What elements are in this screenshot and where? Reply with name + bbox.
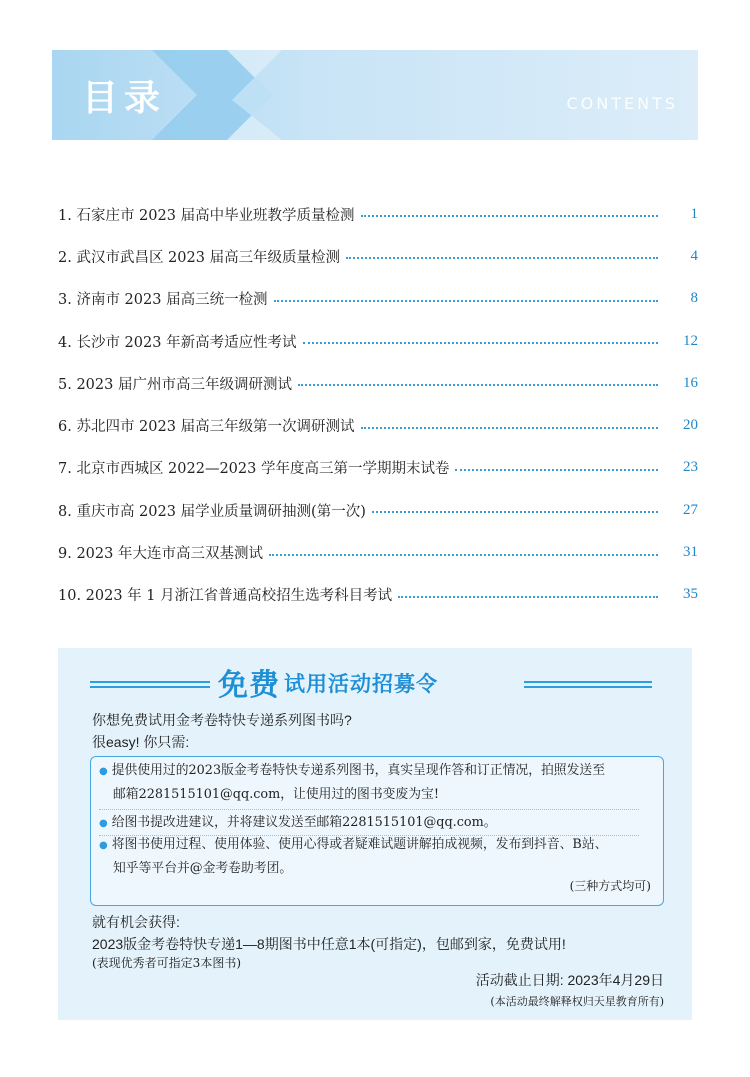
- bullet-icon: ●: [99, 766, 108, 777]
- toc-entry[interactable]: [58, 574, 698, 616]
- bullet-icon: ●: [99, 840, 108, 851]
- toc-entry-page: 12: [683, 332, 698, 349]
- table-of-contents: [58, 193, 698, 616]
- toc-entry-title: 10. 2023 年 1 月浙江省普通高校招生选考科目考试: [58, 588, 393, 605]
- method-text: 给图书提改进建议，并将建议发送至邮箱2281515101@qq.com。: [111, 815, 497, 830]
- method-text: 将图书使用过程、使用体验、使用心得或者疑难试题讲解拍成视频，发布到抖音、B站、: [111, 837, 608, 852]
- leader-dots: [269, 554, 658, 556]
- toc-entry[interactable]: [58, 235, 698, 277]
- toc-entry-title: 5. 2023 届广州市高三年级调研测试: [58, 376, 292, 393]
- toc-entry-page: 23: [683, 459, 698, 476]
- leader-dots: [398, 596, 658, 598]
- toc-entry-title: 2. 武汉市武昌区 2023 届高三年级质量检测: [58, 249, 341, 266]
- toc-entry[interactable]: [58, 320, 698, 362]
- toc-entry-title: 1. 石家庄市 2023 届高中毕业班教学质量检测: [58, 207, 355, 224]
- heading-rule-right: [524, 681, 652, 688]
- promo-title-free: 免费: [218, 668, 280, 703]
- toc-entry-page: 8: [690, 290, 698, 307]
- gain-label: 就有机会获得:: [92, 914, 180, 930]
- toc-entry[interactable]: [58, 404, 698, 446]
- leader-dots: [346, 257, 658, 259]
- toc-entry-page: 31: [683, 544, 698, 561]
- toc-entry-page: 27: [683, 501, 698, 518]
- page-subtitle: CONTENTS: [566, 94, 678, 113]
- method-item: [99, 759, 655, 806]
- leader-dots: [274, 300, 658, 302]
- toc-entry-title: 7. 北京市西城区 2022—2023 学年度高三第一学期期末试卷: [58, 461, 450, 478]
- toc-entry-title: 8. 重庆市高 2023 届学业质量调研抽测(第一次): [58, 503, 366, 520]
- free-trial-promo: [58, 648, 692, 1020]
- toc-entry-page: 20: [683, 417, 698, 434]
- toc-entry-page: 16: [683, 374, 698, 391]
- toc-entry[interactable]: [58, 193, 698, 235]
- toc-entry-title: 3. 济南市 2023 届高三统一检测: [58, 292, 268, 309]
- toc-entry-title: 9. 2023 年大连市高三双基测试: [58, 546, 263, 563]
- leader-dots: [303, 342, 658, 344]
- heading-rule-left: [90, 681, 210, 688]
- promo-title-rest: 试用活动招募令: [284, 672, 438, 696]
- promo-heading: [58, 660, 692, 704]
- contents-banner: [52, 50, 698, 140]
- leader-dots: [361, 427, 658, 429]
- footnote: (本活动最终解释权归天星教育所有): [490, 995, 664, 1008]
- leader-dots: [455, 469, 658, 471]
- toc-entry[interactable]: [58, 531, 698, 573]
- leader-dots: [372, 511, 658, 513]
- promo-easy: 很easy! 你只需:: [92, 734, 190, 750]
- method-text-cont: 知乎等平台并@金考卷助考团。: [113, 861, 293, 876]
- page-title: 目录: [82, 78, 167, 119]
- method-text-cont: 邮箱2281515101@qq.com，让使用过的图书变废为宝!: [113, 787, 439, 802]
- gain-detail: 2023版金考卷特快专递1—8期图书中任意1本(可指定)，包邮到家，免费试用!: [92, 936, 566, 952]
- toc-entry-page: 35: [683, 586, 698, 603]
- toc-entry[interactable]: [58, 362, 698, 404]
- deadline: 活动截止日期: 2023年4月29日: [475, 972, 664, 988]
- methods-box: [90, 756, 664, 906]
- leader-dots: [298, 384, 658, 386]
- leader-dots: [361, 215, 658, 217]
- method-text: 提供使用过的2023版金考卷特快专递系列图书，真实呈现作答和订正情况，拍照发送至: [111, 763, 605, 778]
- toc-entry-title: 6. 苏北四市 2023 届高三年级第一次调研测试: [58, 419, 355, 436]
- toc-entry[interactable]: [58, 489, 698, 531]
- divider: [99, 809, 639, 810]
- excellent-note: (表现优秀者可指定3本图书): [92, 956, 241, 970]
- method-item: [99, 833, 655, 880]
- method-item: [99, 811, 655, 835]
- promo-question: 你想免费试用金考卷特快专递系列图书吗?: [92, 712, 352, 728]
- toc-entry-page: 4: [690, 247, 698, 264]
- toc-entry[interactable]: [58, 447, 698, 489]
- toc-entry[interactable]: [58, 278, 698, 320]
- toc-entry-title: 4. 长沙市 2023 年新高考适应性考试: [58, 334, 297, 351]
- three-ways-note: (三种方式均可): [569, 879, 651, 893]
- toc-entry-page: 1: [690, 205, 698, 222]
- bullet-icon: ●: [99, 818, 108, 829]
